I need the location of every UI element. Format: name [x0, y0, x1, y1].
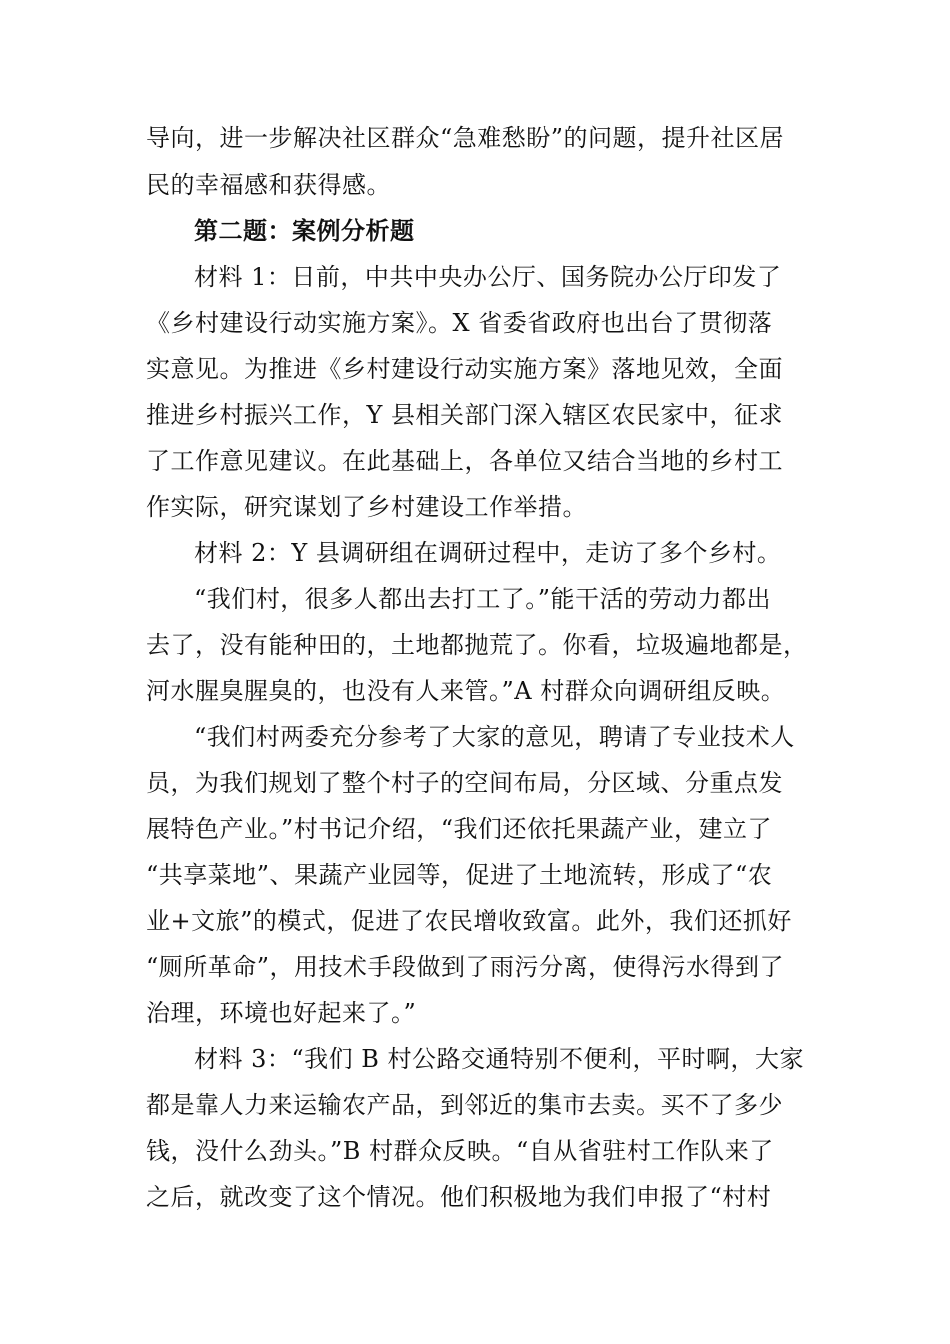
paragraph-line: 治理，环境也好起来了。” — [146, 999, 417, 1027]
paragraph-line: 之后，就改变了这个情况。他们积极地为我们申报了“村村 — [146, 1183, 772, 1211]
paragraph-line: 实意见。为推进《乡村建设行动实施方案》落地见效，全面 — [146, 355, 783, 383]
paragraph-line: 展特色产业。”村书记介绍，“我们还依托果蔬产业，建立了 — [146, 815, 773, 843]
paragraph-line: 《乡村建设行动实施方案》。X 省委省政府也出台了贯彻落 — [146, 309, 773, 337]
paragraph-line: 导向，进一步解决社区群众“急难愁盼”的问题，提升社区居 — [146, 124, 785, 152]
paragraph-line: 材料 1：日前，中共中央办公厅、国务院办公厅印发了 — [194, 263, 782, 291]
paragraph-line: 河水腥臭腥臭的，也没有人来管。”A 村群众向调研组反映。 — [146, 677, 786, 705]
paragraph-line: 了工作意见建议。在此基础上，各单位又结合当地的乡村工 — [146, 447, 783, 475]
paragraph-line: “我们村，很多人都出去打工了。”能干活的劳动力都出 — [194, 585, 772, 613]
paragraph-line: “厕所革命”，用技术手段做到了雨污分离，使得污水得到了 — [146, 953, 785, 981]
paragraph-line: 都是靠人力来运输农产品，到邻近的集市去卖。买不了多少 — [146, 1091, 783, 1119]
paragraph-line: “共享菜地”、果蔬产业园等，促进了土地流转，形成了“农 — [146, 861, 773, 889]
section-heading: 第二题：案例分析题 — [194, 217, 415, 245]
paragraph-line: 员，为我们规划了整个村子的空间布局，分区域、分重点发 — [146, 769, 783, 797]
paragraph-line: 推进乡村振兴工作，Y 县相关部门深入辖区农民家中，征求 — [146, 401, 783, 429]
paragraph-line: 业+文旅”的模式，促进了农民增收致富。此外，我们还抓好 — [146, 907, 792, 935]
paragraph-line: 材料 2：Y 县调研组在调研过程中，走访了多个乡村。 — [194, 539, 782, 567]
paragraph-line: “我们村两委充分参考了大家的意见，聘请了专业技术人 — [194, 723, 795, 751]
paragraph-line: 去了，没有能种田的，土地都抛荒了。你看，垃圾遍地都是， — [146, 631, 808, 659]
paragraph-line: 民的幸福感和获得感。 — [146, 171, 391, 199]
paragraph-line: 钱，没什么劲头。”B 村群众反映。“自从省驻村工作队来了 — [146, 1137, 774, 1165]
paragraph-line: 材料 3：“我们 B 村公路交通特别不便利，平时啊，大家 — [194, 1045, 805, 1073]
paragraph-line: 作实际，研究谋划了乡村建设工作举措。 — [146, 493, 587, 521]
